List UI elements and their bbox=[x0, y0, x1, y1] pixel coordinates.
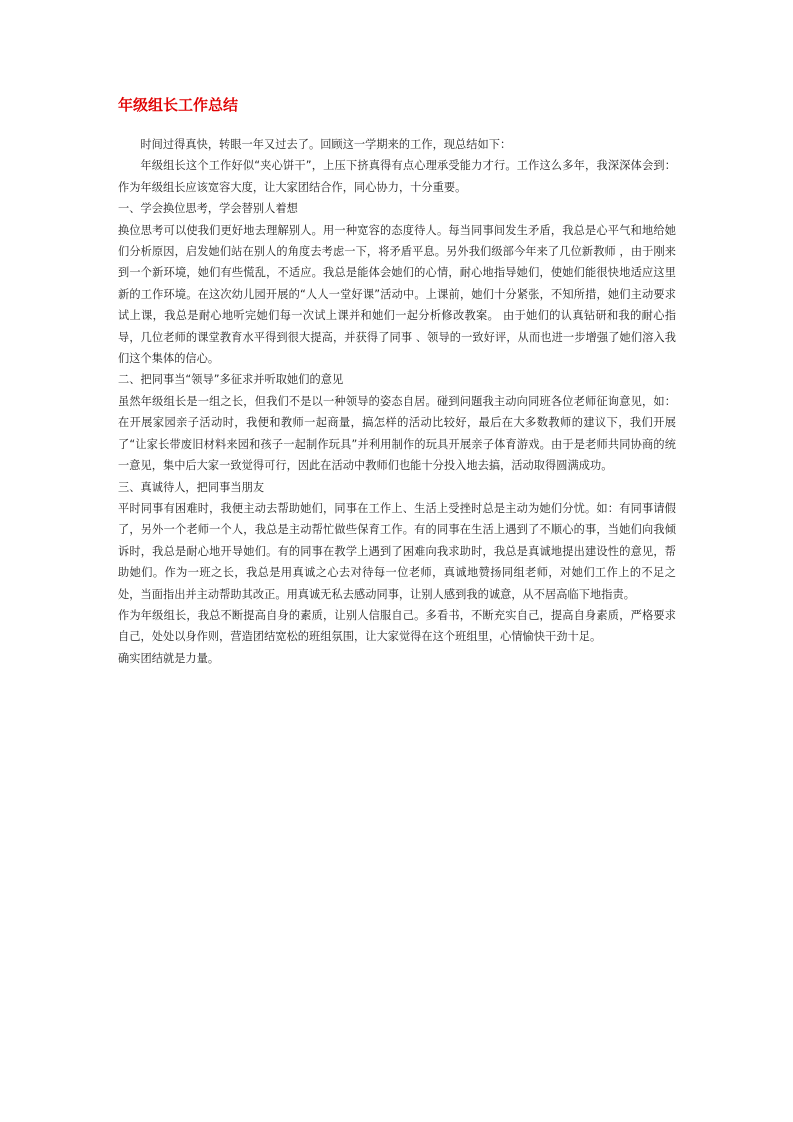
document-body bbox=[118, 134, 676, 669]
closing-paragraph: 作为年级组长，我总不断提高自身的素质，让别人信服自己。多看书，不断充实自己，提高自身素质，严格要求自己，处处以身作则，营造团结宽松的班组氛围，让大家觉得在这个班组里，心情愉快干劲十足。 bbox=[118, 608, 676, 644]
section-2-paragraph: 虽然年级组长是一组之长，但我们不是以一种领导的姿态自居。碰到问题我主动向同班各位老师征询意见，如：在开展家园亲子活动时，我便和教师一起商量，搞怎样的活动比较好，最后在大多数教师的建议下，我们开展了“让家长带废旧材料来园和孩子一起制作玩具”并利用制作的玩具开展亲子体育游戏。由于是老师共同协商的统一意见，集中后大家一致觉得可行，因此在活动中教师们也能十分投入地去搞，活动取得圆满成功。 bbox=[118, 394, 676, 473]
section-heading-3: 三、真诚待人，把同事当朋友 bbox=[118, 480, 265, 494]
final-line: 确实团结就是力量。 bbox=[118, 651, 220, 665]
intro-paragraph: 时间过得真快，转眼一年又过去了。回顾这一学期来的工作，现总结如下： bbox=[140, 138, 512, 151]
section-heading-2: 二、把同事当“领导”多征求并听取她们的意见 bbox=[118, 373, 344, 387]
section-3-paragraph: 平时同事有困难时，我便主动去帮助她们，同事在工作上、生活上受挫时总是主动为她们分忧。如：有同事请假了，另外一个老师一个人，我总是主动帮忙做些保育工作。有的同事在生活上遇到了不顺心的事，当她们向我倾诉时，我总是耐心地开导她们。有的同事在教学上遇到了困难向我求助时，我总是真诚地提出建设性的意见，帮助她们。作为一班之长，我总是用真诚之心去对待每一位老师，真诚地赞扬同组老师，对她们工作上的不足之处，当面指出并主动帮助其改正。用真诚无私去感动同事，让别人感到我的诚意，从不居高临下地指责。 bbox=[118, 501, 676, 601]
section-1-paragraph: 换位思考可以使我们更好地去理解别人。用一种宽容的态度待人。每当同事间发生矛盾，我总是心平气和地给她们分析原因，启发她们站在别人的角度去考虑一下，将矛盾平息。另外我们级部今年来了几位新教师 ，由于刚来到一个新环境，她们有些慌乱，不适应。我总是能体会她们的心情，耐心地指导她们，使她们能很快地适应这里新的工作环境。在这次幼儿园开展的“人人一堂好课”活动中。上课前，她们十分紧张，不知所措，她们主动要求试上课，我总是耐心地听完她们每一次试上课并和她们一起分析修改教案。 由于她们的认真钻研和我的耐心指导，几位老师的课堂教育水平得到很大提高，并获得了同事 、领导的一致好评，从而也进一步增强了她们溶入我们这个集体的信心。 bbox=[118, 223, 676, 366]
section-heading-1: 一、学会换位思考，学会替别人着想 bbox=[118, 202, 298, 216]
summary-paragraph: 年级组长这个工作好似“夹心饼干”，上压下挤真得有点心理承受能力才行。工作这么多年，我深深体会到：作为年级组长应该宽容大度，让大家团结合作，同心协力，十分重要。 bbox=[118, 159, 676, 194]
document-title: 年级组长工作总结 bbox=[118, 96, 239, 114]
document-page bbox=[118, 94, 676, 669]
